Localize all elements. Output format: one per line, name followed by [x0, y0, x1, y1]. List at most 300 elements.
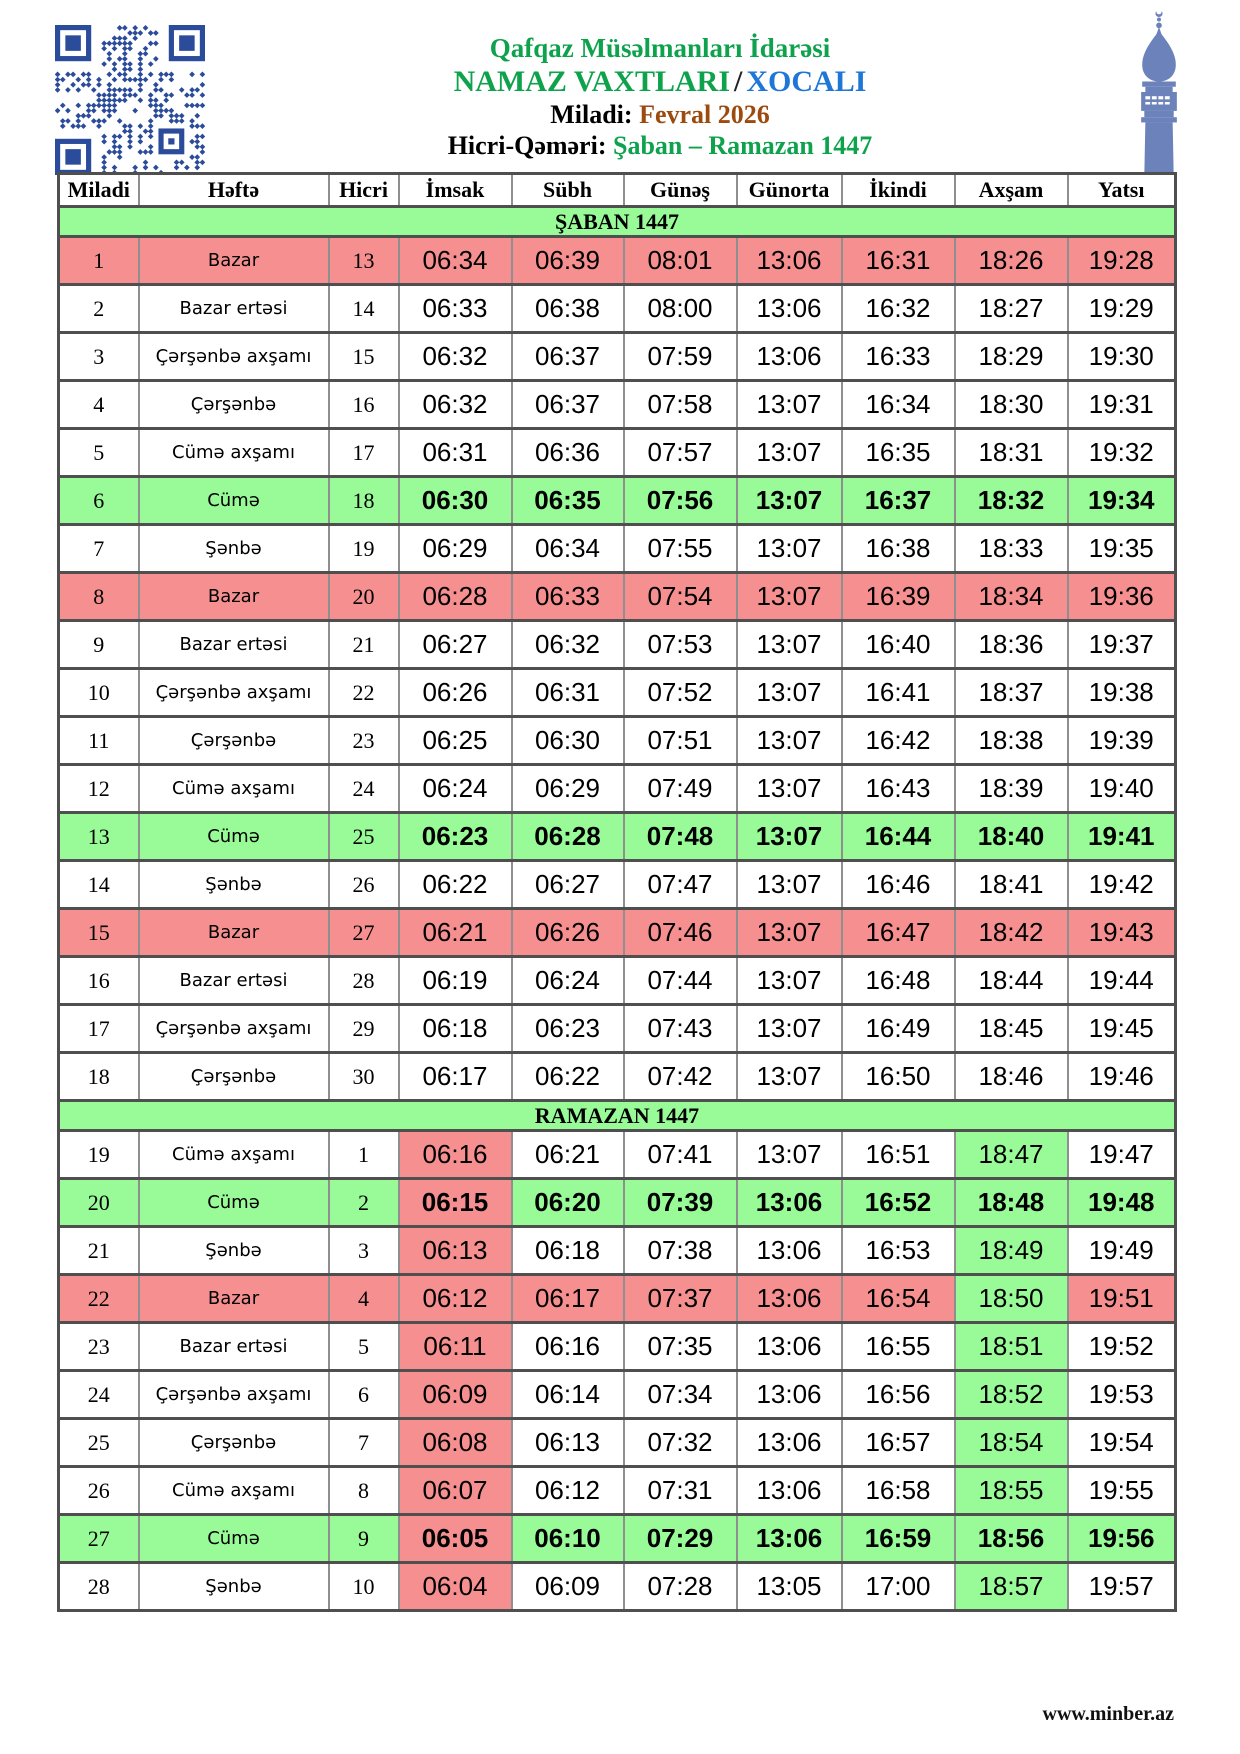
time-cell: 13:07 [737, 669, 842, 717]
time-cell: 16:48 [842, 957, 955, 1005]
weekday-cell: Cümə [139, 477, 329, 525]
time-cell: 18:50 [955, 1275, 1068, 1323]
time-cell: 18:40 [955, 813, 1068, 861]
table-row [59, 1131, 1176, 1179]
time-cell: 07:46 [624, 909, 737, 957]
time-cell: 06:27 [512, 861, 624, 909]
time-cell: 18:54 [955, 1419, 1068, 1467]
miladi-day-cell: 15 [59, 909, 139, 957]
city-name: XOCALI [746, 65, 867, 98]
time-cell: 06:21 [512, 1131, 624, 1179]
hicri-label: Hicri-Qəməri: [447, 131, 607, 160]
time-cell: 07:58 [624, 381, 737, 429]
table-row [59, 525, 1176, 573]
miladi-day-cell: 14 [59, 861, 139, 909]
website-link: www.minber.az [1042, 1703, 1174, 1725]
time-cell: 18:27 [955, 285, 1068, 333]
miladi-day-cell: 28 [59, 1563, 139, 1611]
weekday-cell: Cümə [139, 813, 329, 861]
hicri-day-cell: 19 [329, 525, 399, 573]
time-cell: 18:34 [955, 573, 1068, 621]
weekday-cell: Bazar [139, 573, 329, 621]
miladi-day-cell: 25 [59, 1419, 139, 1467]
time-cell: 07:55 [624, 525, 737, 573]
miladi-day-cell: 2 [59, 285, 139, 333]
minaret-icon [1120, 8, 1198, 176]
time-cell: 13:06 [737, 1323, 842, 1371]
table-row [59, 813, 1176, 861]
time-cell: 13:07 [737, 477, 842, 525]
time-cell: 19:53 [1068, 1371, 1176, 1419]
time-cell: 16:53 [842, 1227, 955, 1275]
time-cell: 07:59 [624, 333, 737, 381]
time-cell: 16:59 [842, 1515, 955, 1563]
time-cell: 19:39 [1068, 717, 1176, 765]
weekday-cell: Şənbə [139, 525, 329, 573]
time-cell: 16:46 [842, 861, 955, 909]
time-cell: 07:42 [624, 1053, 737, 1101]
time-cell: 06:37 [512, 333, 624, 381]
time-cell: 16:38 [842, 525, 955, 573]
time-cell: 07:29 [624, 1515, 737, 1563]
hicri-day-cell: 27 [329, 909, 399, 957]
table-row [59, 1179, 1176, 1227]
weekday-cell: Cümə axşamı [139, 1467, 329, 1515]
column-header: Günəş [624, 174, 737, 207]
title-separator: / [734, 65, 743, 98]
time-cell: 16:31 [842, 237, 955, 285]
time-cell: 06:08 [399, 1419, 512, 1467]
weekday-cell: Bazar ertəsi [139, 285, 329, 333]
time-cell: 16:43 [842, 765, 955, 813]
column-header: Axşam [955, 174, 1068, 207]
time-cell: 06:29 [512, 765, 624, 813]
time-cell: 16:57 [842, 1419, 955, 1467]
time-cell: 06:26 [512, 909, 624, 957]
time-cell: 06:33 [512, 573, 624, 621]
miladi-day-cell: 20 [59, 1179, 139, 1227]
time-cell: 19:38 [1068, 669, 1176, 717]
time-cell: 13:06 [737, 333, 842, 381]
time-cell: 19:35 [1068, 525, 1176, 573]
miladi-day-cell: 5 [59, 429, 139, 477]
time-cell: 06:20 [512, 1179, 624, 1227]
hicri-day-cell: 6 [329, 1371, 399, 1419]
weekday-cell: Çərşənbə axşamı [139, 1371, 329, 1419]
weekday-cell: Bazar [139, 1275, 329, 1323]
time-cell: 19:37 [1068, 621, 1176, 669]
weekday-cell: Bazar ertəsi [139, 1323, 329, 1371]
weekday-cell: Şənbə [139, 1227, 329, 1275]
time-cell: 13:06 [737, 1371, 842, 1419]
time-cell: 06:13 [512, 1419, 624, 1467]
time-cell: 19:56 [1068, 1515, 1176, 1563]
table-row [59, 1419, 1176, 1467]
table-row [59, 669, 1176, 717]
time-cell: 06:37 [512, 381, 624, 429]
column-header: Miladi [59, 174, 139, 207]
time-cell: 07:48 [624, 813, 737, 861]
time-cell: 18:48 [955, 1179, 1068, 1227]
miladi-day-cell: 16 [59, 957, 139, 1005]
time-cell: 07:41 [624, 1131, 737, 1179]
time-cell: 07:28 [624, 1563, 737, 1611]
time-cell: 13:07 [737, 1053, 842, 1101]
hicri-day-cell: 20 [329, 573, 399, 621]
time-cell: 13:07 [737, 909, 842, 957]
time-cell: 07:57 [624, 429, 737, 477]
column-header: Yatsı [1068, 174, 1176, 207]
time-cell: 06:18 [512, 1227, 624, 1275]
miladi-day-cell: 26 [59, 1467, 139, 1515]
hicri-date-line [210, 130, 1110, 161]
column-header-row [59, 174, 1176, 207]
weekday-cell: Cümə axşamı [139, 1131, 329, 1179]
time-cell: 19:36 [1068, 573, 1176, 621]
time-cell: 07:56 [624, 477, 737, 525]
miladi-label: Miladi: [550, 100, 633, 129]
time-cell: 06:31 [512, 669, 624, 717]
time-cell: 06:31 [399, 429, 512, 477]
miladi-day-cell: 3 [59, 333, 139, 381]
time-cell: 13:07 [737, 621, 842, 669]
weekday-cell: Şənbə [139, 1563, 329, 1611]
time-cell: 18:41 [955, 861, 1068, 909]
organization-name: Qafqaz Müsəlmanları İdarəsi [489, 33, 831, 63]
time-cell: 06:12 [399, 1275, 512, 1323]
table-row [59, 861, 1176, 909]
table-row [59, 1227, 1176, 1275]
time-cell: 13:07 [737, 573, 842, 621]
time-cell: 18:33 [955, 525, 1068, 573]
time-cell: 06:07 [399, 1467, 512, 1515]
weekday-cell: Çərşənbə [139, 717, 329, 765]
time-cell: 06:05 [399, 1515, 512, 1563]
table-row [59, 285, 1176, 333]
column-header: Günorta [737, 174, 842, 207]
hicri-day-cell: 5 [329, 1323, 399, 1371]
time-cell: 19:44 [1068, 957, 1176, 1005]
time-cell: 07:49 [624, 765, 737, 813]
miladi-value: Fevral 2026 [639, 100, 770, 129]
time-cell: 19:57 [1068, 1563, 1176, 1611]
time-cell: 06:22 [512, 1053, 624, 1101]
time-cell: 19:55 [1068, 1467, 1176, 1515]
weekday-cell: Çərşənbə axşamı [139, 1005, 329, 1053]
prayer-times-table [57, 172, 1177, 1612]
miladi-day-cell: 10 [59, 669, 139, 717]
time-cell: 13:07 [737, 525, 842, 573]
time-cell: 16:51 [842, 1131, 955, 1179]
time-cell: 16:32 [842, 285, 955, 333]
hicri-day-cell: 8 [329, 1467, 399, 1515]
time-cell: 19:42 [1068, 861, 1176, 909]
time-cell: 18:51 [955, 1323, 1068, 1371]
time-cell: 18:38 [955, 717, 1068, 765]
table-row [59, 909, 1176, 957]
column-header: Həftə [139, 174, 329, 207]
time-cell: 13:07 [737, 381, 842, 429]
time-cell: 16:37 [842, 477, 955, 525]
hicri-day-cell: 3 [329, 1227, 399, 1275]
miladi-day-cell: 9 [59, 621, 139, 669]
weekday-cell: Cümə [139, 1515, 329, 1563]
hicri-day-cell: 21 [329, 621, 399, 669]
weekday-cell: Çərşənbə axşamı [139, 333, 329, 381]
time-cell: 18:46 [955, 1053, 1068, 1101]
time-cell: 07:51 [624, 717, 737, 765]
time-cell: 07:47 [624, 861, 737, 909]
time-cell: 07:53 [624, 621, 737, 669]
section-header-row [59, 207, 1176, 237]
miladi-day-cell: 17 [59, 1005, 139, 1053]
time-cell: 06:24 [399, 765, 512, 813]
time-cell: 18:52 [955, 1371, 1068, 1419]
time-cell: 06:38 [512, 285, 624, 333]
time-cell: 13:06 [737, 1179, 842, 1227]
weekday-cell: Çərşənbə [139, 1053, 329, 1101]
time-cell: 16:39 [842, 573, 955, 621]
hicri-day-cell: 30 [329, 1053, 399, 1101]
time-cell: 18:37 [955, 669, 1068, 717]
time-cell: 17:00 [842, 1563, 955, 1611]
hicri-day-cell: 28 [329, 957, 399, 1005]
time-cell: 18:44 [955, 957, 1068, 1005]
weekday-cell: Çərşənbə [139, 1419, 329, 1467]
hicri-day-cell: 13 [329, 237, 399, 285]
time-cell: 16:35 [842, 429, 955, 477]
time-cell: 19:34 [1068, 477, 1176, 525]
time-cell: 06:11 [399, 1323, 512, 1371]
time-cell: 13:07 [737, 813, 842, 861]
time-cell: 06:26 [399, 669, 512, 717]
time-cell: 18:42 [955, 909, 1068, 957]
time-cell: 13:06 [737, 1227, 842, 1275]
time-cell: 18:56 [955, 1515, 1068, 1563]
time-cell: 19:40 [1068, 765, 1176, 813]
miladi-day-cell: 24 [59, 1371, 139, 1419]
time-cell: 19:54 [1068, 1419, 1176, 1467]
hicri-day-cell: 15 [329, 333, 399, 381]
time-cell: 19:48 [1068, 1179, 1176, 1227]
hicri-day-cell: 26 [329, 861, 399, 909]
hicri-value: Şaban – Ramazan 1447 [612, 131, 873, 160]
hicri-day-cell: 23 [329, 717, 399, 765]
time-cell: 13:07 [737, 1131, 842, 1179]
time-cell: 13:07 [737, 429, 842, 477]
time-cell: 06:25 [399, 717, 512, 765]
time-cell: 13:06 [737, 1275, 842, 1323]
time-cell: 07:34 [624, 1371, 737, 1419]
hicri-day-cell: 24 [329, 765, 399, 813]
weekday-cell: Çərşənbə [139, 381, 329, 429]
hicri-day-cell: 25 [329, 813, 399, 861]
table-row [59, 1563, 1176, 1611]
time-cell: 06:09 [512, 1563, 624, 1611]
hicri-day-cell: 14 [329, 285, 399, 333]
time-cell: 18:49 [955, 1227, 1068, 1275]
time-cell: 16:41 [842, 669, 955, 717]
time-cell: 06:28 [512, 813, 624, 861]
miladi-day-cell: 21 [59, 1227, 139, 1275]
table-row [59, 621, 1176, 669]
time-cell: 06:29 [399, 525, 512, 573]
time-cell: 19:49 [1068, 1227, 1176, 1275]
hicri-day-cell: 17 [329, 429, 399, 477]
time-cell: 06:09 [399, 1371, 512, 1419]
time-cell: 16:54 [842, 1275, 955, 1323]
table-row [59, 573, 1176, 621]
section-title: ŞABAN 1447 [59, 207, 1176, 237]
hicri-day-cell: 4 [329, 1275, 399, 1323]
time-cell: 18:55 [955, 1467, 1068, 1515]
time-cell: 06:36 [512, 429, 624, 477]
time-cell: 06:18 [399, 1005, 512, 1053]
miladi-date-line [210, 99, 1110, 130]
time-cell: 08:01 [624, 237, 737, 285]
miladi-day-cell: 19 [59, 1131, 139, 1179]
table-row [59, 333, 1176, 381]
table-row [59, 1275, 1176, 1323]
table-row [59, 1467, 1176, 1515]
hicri-day-cell: 7 [329, 1419, 399, 1467]
time-cell: 19:28 [1068, 237, 1176, 285]
hicri-day-cell: 16 [329, 381, 399, 429]
hicri-day-cell: 18 [329, 477, 399, 525]
time-cell: 19:31 [1068, 381, 1176, 429]
hicri-day-cell: 9 [329, 1515, 399, 1563]
time-cell: 06:35 [512, 477, 624, 525]
time-cell: 06:39 [512, 237, 624, 285]
time-cell: 06:23 [399, 813, 512, 861]
time-cell: 13:05 [737, 1563, 842, 1611]
miladi-day-cell: 27 [59, 1515, 139, 1563]
hicri-day-cell: 1 [329, 1131, 399, 1179]
time-cell: 19:32 [1068, 429, 1176, 477]
time-cell: 06:12 [512, 1467, 624, 1515]
weekday-cell: Bazar [139, 909, 329, 957]
miladi-day-cell: 22 [59, 1275, 139, 1323]
time-cell: 13:07 [737, 1005, 842, 1053]
time-cell: 19:29 [1068, 285, 1176, 333]
time-cell: 18:30 [955, 381, 1068, 429]
time-cell: 06:21 [399, 909, 512, 957]
miladi-day-cell: 13 [59, 813, 139, 861]
table-row [59, 1323, 1176, 1371]
section-title: RAMAZAN 1447 [59, 1101, 1176, 1131]
time-cell: 13:06 [737, 1515, 842, 1563]
weekday-cell: Bazar ertəsi [139, 621, 329, 669]
time-cell: 06:22 [399, 861, 512, 909]
time-cell: 13:06 [737, 285, 842, 333]
time-cell: 19:30 [1068, 333, 1176, 381]
time-cell: 07:54 [624, 573, 737, 621]
miladi-day-cell: 6 [59, 477, 139, 525]
time-cell: 06:32 [512, 621, 624, 669]
section-header-row [59, 1101, 1176, 1131]
table-row [59, 717, 1176, 765]
time-cell: 19:52 [1068, 1323, 1176, 1371]
page-header [210, 32, 1110, 161]
time-cell: 19:46 [1068, 1053, 1176, 1101]
time-cell: 06:14 [512, 1371, 624, 1419]
time-cell: 13:07 [737, 957, 842, 1005]
table-row [59, 381, 1176, 429]
column-header: İkindi [842, 174, 955, 207]
miladi-day-cell: 11 [59, 717, 139, 765]
time-cell: 06:19 [399, 957, 512, 1005]
column-header: Sübh [512, 174, 624, 207]
time-cell: 18:29 [955, 333, 1068, 381]
prayer-table-body [59, 207, 1176, 1611]
table-row [59, 429, 1176, 477]
time-cell: 16:47 [842, 909, 955, 957]
time-cell: 06:30 [512, 717, 624, 765]
weekday-cell: Çərşənbə axşamı [139, 669, 329, 717]
time-cell: 06:17 [512, 1275, 624, 1323]
time-cell: 13:07 [737, 717, 842, 765]
time-cell: 16:56 [842, 1371, 955, 1419]
weekday-cell: Cümə [139, 1179, 329, 1227]
time-cell: 06:10 [512, 1515, 624, 1563]
table-row [59, 477, 1176, 525]
time-cell: 06:30 [399, 477, 512, 525]
time-cell: 13:06 [737, 1419, 842, 1467]
time-cell: 06:32 [399, 381, 512, 429]
table-row [59, 1053, 1176, 1101]
column-header: Hicri [329, 174, 399, 207]
miladi-day-cell: 7 [59, 525, 139, 573]
time-cell: 06:34 [399, 237, 512, 285]
table-row [59, 237, 1176, 285]
time-cell: 06:32 [399, 333, 512, 381]
time-cell: 19:43 [1068, 909, 1176, 957]
hicri-day-cell: 10 [329, 1563, 399, 1611]
weekday-cell: Cümə axşamı [139, 765, 329, 813]
time-cell: 18:36 [955, 621, 1068, 669]
time-cell: 06:16 [512, 1323, 624, 1371]
miladi-day-cell: 1 [59, 237, 139, 285]
table-row [59, 1371, 1176, 1419]
time-cell: 07:32 [624, 1419, 737, 1467]
miladi-day-cell: 4 [59, 381, 139, 429]
table-row [59, 957, 1176, 1005]
time-cell: 16:42 [842, 717, 955, 765]
time-cell: 07:38 [624, 1227, 737, 1275]
weekday-cell: Bazar [139, 237, 329, 285]
column-header: İmsak [399, 174, 512, 207]
time-cell: 16:49 [842, 1005, 955, 1053]
hicri-day-cell: 22 [329, 669, 399, 717]
time-cell: 18:31 [955, 429, 1068, 477]
time-cell: 06:27 [399, 621, 512, 669]
weekday-cell: Cümə axşamı [139, 429, 329, 477]
weekday-cell: Bazar ertəsi [139, 957, 329, 1005]
time-cell: 19:45 [1068, 1005, 1176, 1053]
time-cell: 06:15 [399, 1179, 512, 1227]
time-cell: 07:35 [624, 1323, 737, 1371]
table-row [59, 765, 1176, 813]
time-cell: 19:51 [1068, 1275, 1176, 1323]
time-cell: 06:16 [399, 1131, 512, 1179]
time-cell: 16:33 [842, 333, 955, 381]
time-cell: 06:17 [399, 1053, 512, 1101]
hicri-day-cell: 2 [329, 1179, 399, 1227]
time-cell: 18:47 [955, 1131, 1068, 1179]
miladi-day-cell: 18 [59, 1053, 139, 1101]
time-cell: 06:04 [399, 1563, 512, 1611]
time-cell: 07:43 [624, 1005, 737, 1053]
